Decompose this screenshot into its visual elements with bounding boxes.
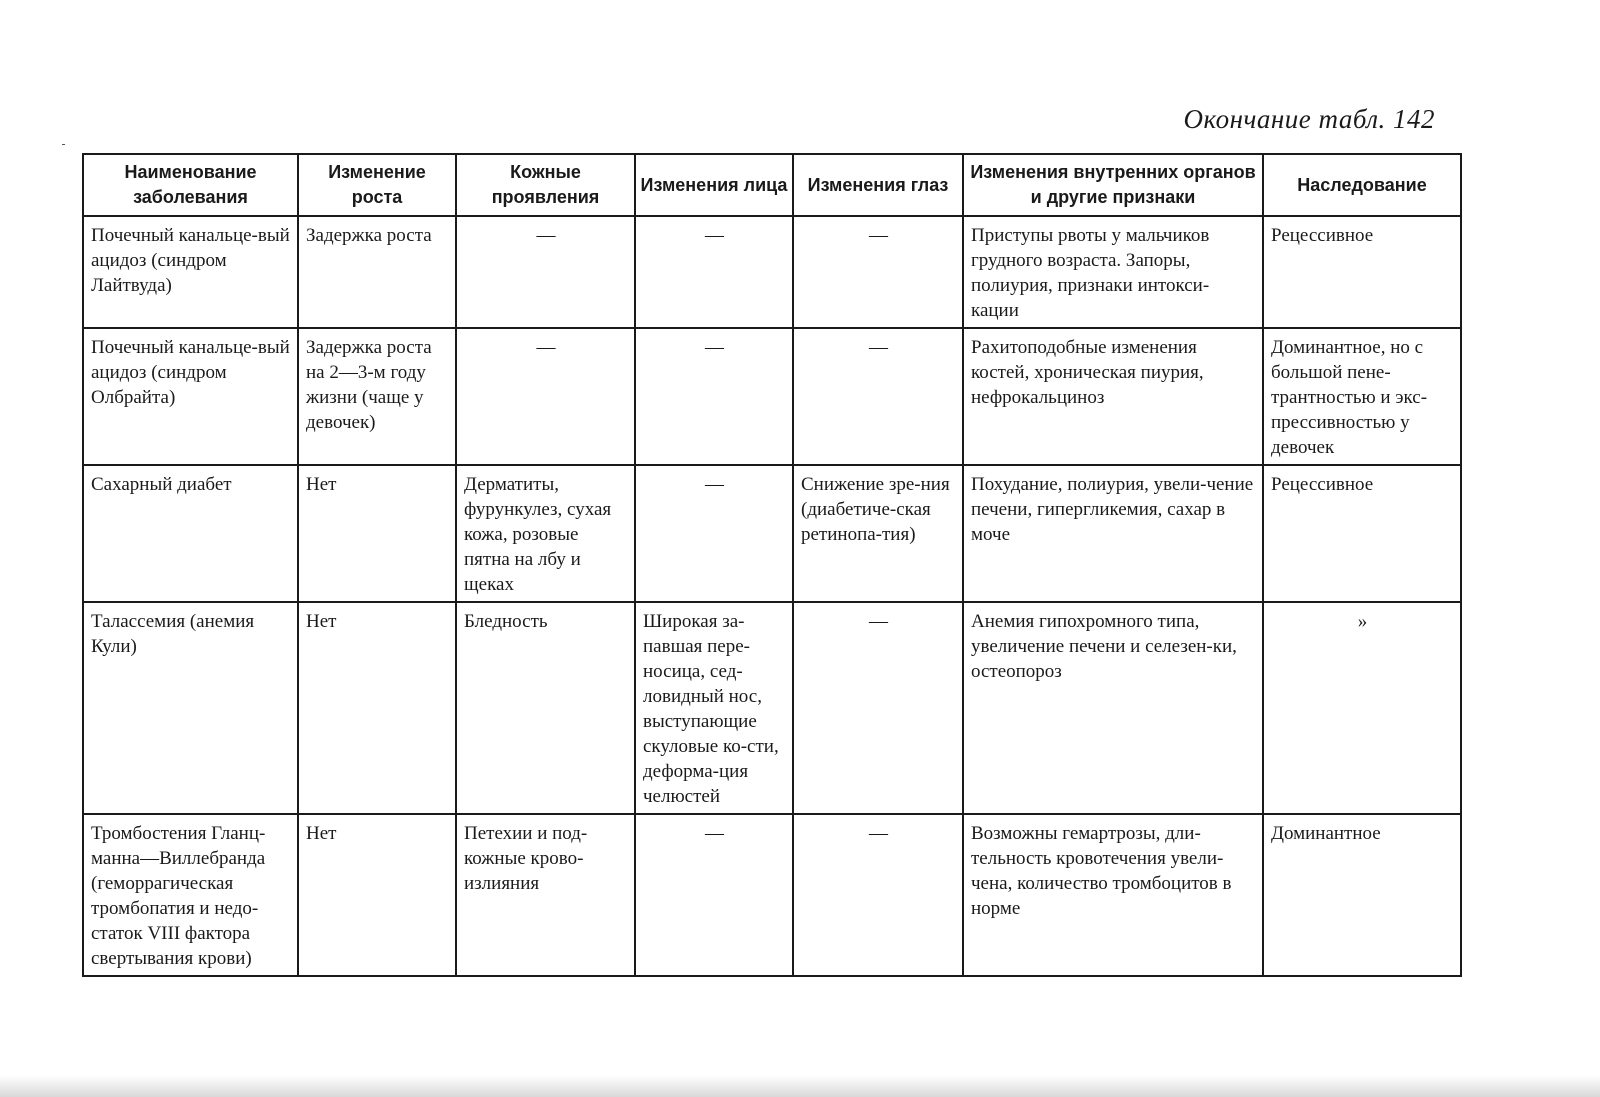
- cell-skin-manifestations: —: [456, 328, 635, 465]
- cell-growth-change: Нет: [298, 465, 456, 602]
- cell-disease-name: Талассемия (анемия Кули): [83, 602, 298, 814]
- cell-eye-changes: —: [793, 216, 963, 328]
- table-row: [83, 328, 1461, 465]
- disease-table-container: [82, 153, 1460, 977]
- header-eye-changes: Изменения глаз: [793, 154, 963, 216]
- cell-skin-manifestations: Петехии и под-кожные крово-излияния: [456, 814, 635, 976]
- table-row: [83, 216, 1461, 328]
- cell-skin-manifestations: Бледность: [456, 602, 635, 814]
- cell-growth-change: Нет: [298, 602, 456, 814]
- table-row: [83, 602, 1461, 814]
- header-skin-manifestations: Кожные проявления: [456, 154, 635, 216]
- cell-inheritance: Рецессивное: [1263, 465, 1461, 602]
- scan-speck: [62, 144, 65, 145]
- cell-inheritance: Доминантное: [1263, 814, 1461, 976]
- cell-eye-changes: —: [793, 814, 963, 976]
- cell-inheritance: Рецессивное: [1263, 216, 1461, 328]
- cell-growth-change: Нет: [298, 814, 456, 976]
- cell-disease-name: Сахарный диабет: [83, 465, 298, 602]
- cell-face-changes: —: [635, 216, 793, 328]
- header-inheritance: Наследование: [1263, 154, 1461, 216]
- cell-inheritance: »: [1263, 602, 1461, 814]
- cell-eye-changes: Снижение зре-ния (диабетиче-ская ретинопа-тия): [793, 465, 963, 602]
- scan-bottom-edge: [0, 1075, 1600, 1097]
- cell-face-changes: Широкая за-павшая пере-носица, сед-ловидный нос, выступающие скуловые ко-сти, деформа-ция челюстей: [635, 602, 793, 814]
- cell-internal-organs: Рахитоподобные изменения костей, хроническая пиурия, нефрокальциноз: [963, 328, 1263, 465]
- table-caption: Окончание табл. 142: [1183, 104, 1435, 134]
- cell-inheritance: Доминантное, но с большой пене-трантностью и экс-прессивностью у девочек: [1263, 328, 1461, 465]
- header-growth-change: Изменение роста: [298, 154, 456, 216]
- header-disease-name: Наименование заболевания: [83, 154, 298, 216]
- cell-disease-name: Почечный канальце-вый ацидоз (синдром Олбрайта): [83, 328, 298, 465]
- header-internal-organs: Изменения внутренних органов и другие признаки: [963, 154, 1263, 216]
- table-row: [83, 465, 1461, 602]
- cell-internal-organs: Приступы рвоты у мальчиков грудного возраста. Запоры, полиурия, признаки интокси-кации: [963, 216, 1263, 328]
- cell-disease-name: Почечный канальце-вый ацидоз (синдром Лайтвуда): [83, 216, 298, 328]
- cell-internal-organs: Похудание, полиурия, увели-чение печени, гипергликемия, сахар в моче: [963, 465, 1263, 602]
- cell-face-changes: —: [635, 328, 793, 465]
- table-header-row: [83, 154, 1461, 216]
- cell-eye-changes: —: [793, 328, 963, 465]
- cell-disease-name: Тромбостения Гланц-манна—Виллебранда (геморрагическая тромбопатия и недо-статок VIII фактора свертывания крови): [83, 814, 298, 976]
- table-row: [83, 814, 1461, 976]
- cell-growth-change: Задержка роста: [298, 216, 456, 328]
- cell-skin-manifestations: Дерматиты, фурункулез, сухая кожа, розовые пятна на лбу и щеках: [456, 465, 635, 602]
- cell-growth-change: Задержка роста на 2—3-м году жизни (чаще у девочек): [298, 328, 456, 465]
- cell-eye-changes: —: [793, 602, 963, 814]
- cell-internal-organs: Анемия гипохромного типа, увеличение печени и селезен-ки, остеопороз: [963, 602, 1263, 814]
- disease-table: [82, 153, 1462, 977]
- cell-face-changes: —: [635, 814, 793, 976]
- cell-internal-organs: Возможны гемартрозы, дли-тельность кровотечения увели-чена, количество тромбоцитов в норме: [963, 814, 1263, 976]
- header-face-changes: Изменения лица: [635, 154, 793, 216]
- cell-skin-manifestations: —: [456, 216, 635, 328]
- cell-face-changes: —: [635, 465, 793, 602]
